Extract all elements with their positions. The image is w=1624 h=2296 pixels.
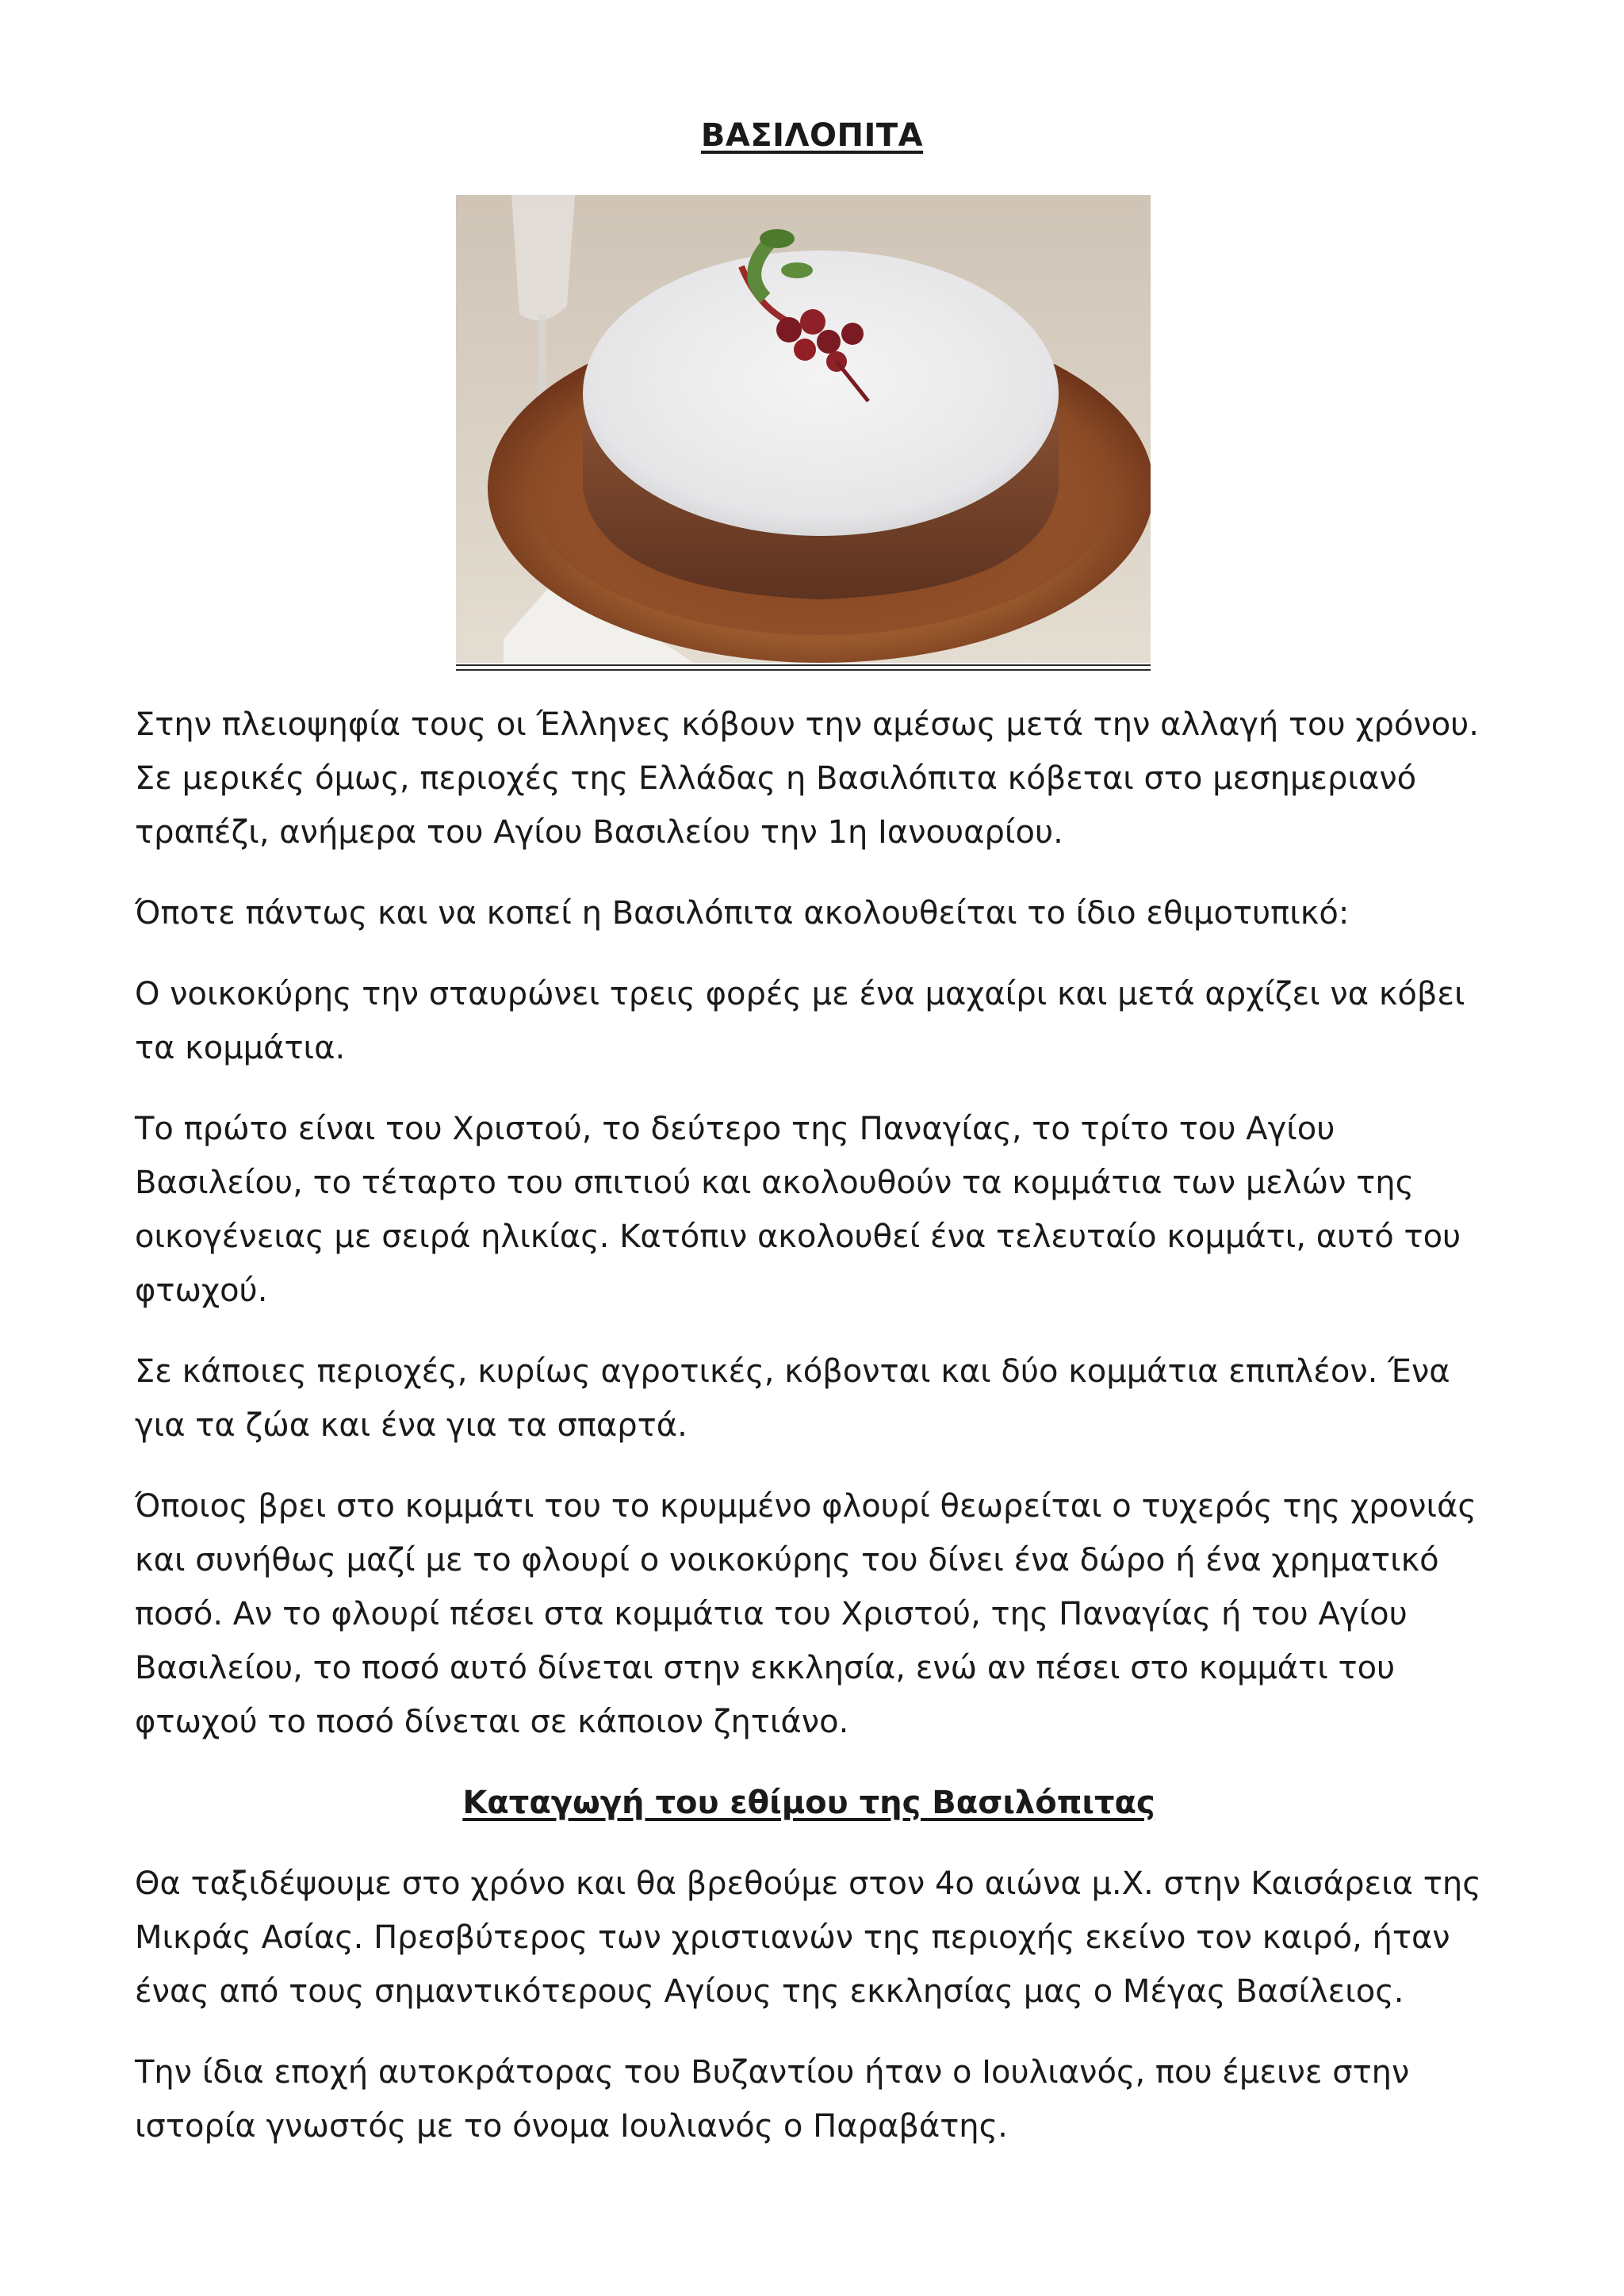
- paragraph: Όποτε πάντως και να κοπεί η Βασιλόπιτα ακολουθείται το ίδιο εθιμοτυπικό:: [135, 895, 1350, 932]
- cake-illustration: [456, 195, 1151, 663]
- image-border-line: [456, 669, 1151, 671]
- paragraph: Ο νοικοκύρης την σταυρώνει τρεις φορές με ένα μαχαίρι και μετά αρχίζει να κόβει τα κομμάτια.: [135, 976, 1465, 1066]
- vasilopita-photo: [456, 195, 1151, 671]
- paragraph: Το πρώτο είναι του Χριστού, το δεύτερο της Παναγίας, το τρίτο του Αγίου Βασιλείου, το τέταρτο του σπιτιού και ακολουθούν τα κομμάτια των μελών της οικογένειας με σειρά ηλικίας. Κατόπιν ακολουθεί ένα τελευταίο κομμάτι, αυτό του φτωχού.: [135, 1111, 1461, 1309]
- document-title: ΒΑΣΙΛΟΠΙΤΑ: [700, 117, 924, 154]
- paragraph: Όποιος βρει στο κομμάτι του το κρυμμένο φλουρί θεωρείται ο τυχερός της χρονιάς και συνήθως μαζί με το φλουρί ο νοικοκύρης του δίνει ένα δώρο ή ένα χρηματικό ποσό. Αν το φλουρί πέσει στα κομμάτια του Χριστού, της Παναγίας ή του Αγίου Βασιλείου, το ποσό αυτό δίνεται στην εκκλησία, ενώ αν πέσει στο κομμάτι του φτωχού το ποσό δίνεται σε κάποιον ζητιάνο.: [135, 1488, 1477, 1740]
- image-border-line: [456, 664, 1151, 666]
- paragraph: Στην πλειοψηφία τους οι Έλληνες κόβουν την αμέσως μετά την αλλαγή του χρόνου. Σε μερικές όμως, περιοχές της Ελλάδας η Βασιλόπιτα κόβεται στο μεσημεριανό τραπέζι, ανήμερα του Αγίου Βασιλείου την 1η Ιανουαρίου.: [135, 706, 1480, 851]
- paragraph: Την ίδια εποχή αυτοκράτορας του Βυζαντίου ήταν ο Ιουλιανός, που έμεινε στην ιστορία γνωστός με το όνομα Ιουλιανός ο Παραβάτης.: [135, 2054, 1410, 2145]
- section-heading: Καταγωγή του εθίμου της Βασιλόπιτας: [462, 1785, 1155, 1821]
- paragraph: Σε κάποιες περιοχές, κυρίως αγροτικές, κόβονται και δύο κομμάτια επιπλέον. Ένα για τα ζώα και ένα για τα σπαρτά.: [135, 1353, 1450, 1444]
- document-body: [135, 698, 1483, 2180]
- paragraph: Θα ταξιδέψουμε στο χρόνο και θα βρεθούμε στον 4ο αιώνα μ.Χ. στην Καισάρεια της Μικράς Ασίας. Πρεσβύτερος των χριστιανών της περιοχής εκείνο τον καιρό, ήταν ένας από τους σημαντικότερους Αγίους της εκκλησίας μας ο Μέγας Βασίλειος.: [135, 1866, 1481, 2010]
